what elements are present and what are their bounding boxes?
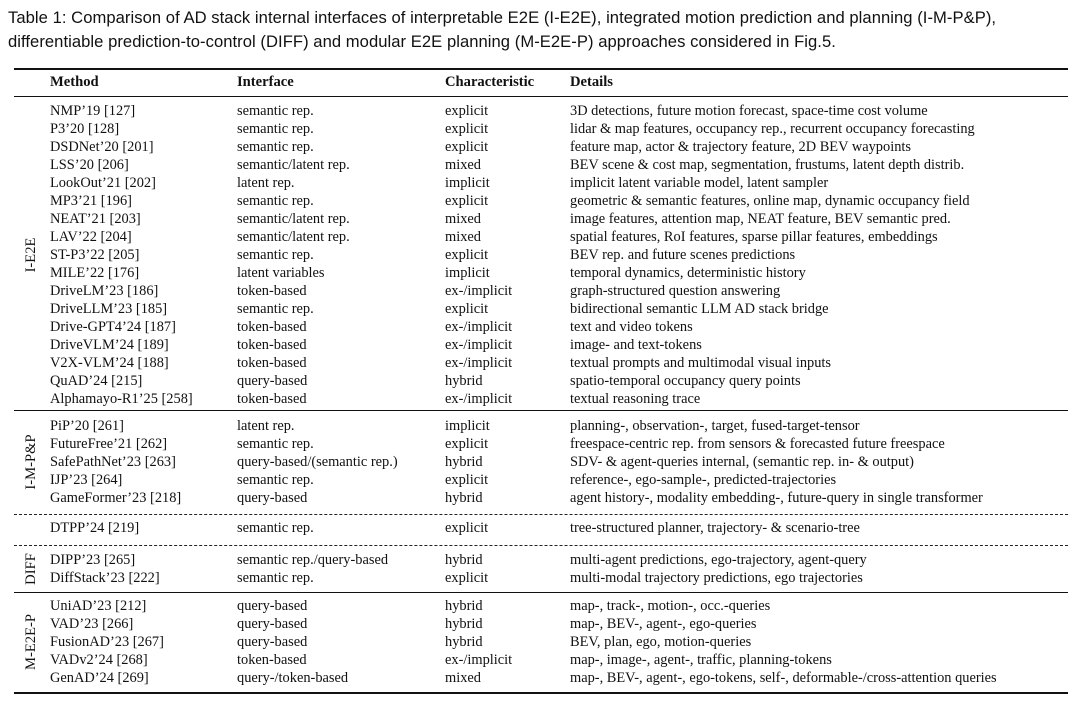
table-row xyxy=(0,435,1080,453)
cell-details: lidar & map features, occupancy rep., recurrent occupancy forecasting xyxy=(570,121,975,137)
cell-method: DiffStack’23 [222] xyxy=(50,570,160,586)
cell-characteristic: hybrid xyxy=(445,490,483,506)
cell-characteristic: explicit xyxy=(445,139,489,155)
cell-interface: token-based xyxy=(237,319,307,335)
cell-details: map-, image-, agent-, traffic, planning-tokens xyxy=(570,652,832,668)
cell-details: feature map, actor & trajectory feature, 2D BEV waypoints xyxy=(570,139,911,155)
group-label: DIFF xyxy=(23,553,39,585)
cell-method: SafePathNet’23 [263] xyxy=(50,454,176,470)
cell-method: DriveLLM’23 [185] xyxy=(50,301,168,317)
cell-details: graph-structured question answering xyxy=(570,283,781,299)
cell-method: Alphamayo-R1’25 [258] xyxy=(50,391,193,407)
cell-method: MILE’22 [176] xyxy=(50,265,140,281)
cell-characteristic: explicit xyxy=(445,520,489,536)
cell-details: geometric & semantic features, online map, dynamic occupancy field xyxy=(570,193,970,209)
cell-characteristic: ex-/implicit xyxy=(445,355,513,371)
cell-interface: semantic rep. xyxy=(237,121,314,137)
cell-interface: semantic/latent rep. xyxy=(237,229,350,245)
table-row xyxy=(0,282,1080,300)
cell-details: map-, BEV-, agent-, ego-tokens, self-, deformable-/cross-attention queries xyxy=(570,670,997,686)
cell-characteristic: hybrid xyxy=(445,373,483,389)
cell-interface: semantic/latent rep. xyxy=(237,157,350,173)
cell-characteristic: ex-/implicit xyxy=(445,283,513,299)
cell-details: reference-, ego-sample-, predicted-trajectories xyxy=(570,472,837,488)
cell-details: multi-agent predictions, ego-trajectory, agent-query xyxy=(570,552,867,568)
table-row xyxy=(0,102,1080,120)
cell-details: spatio-temporal occupancy query points xyxy=(570,373,801,389)
table-row xyxy=(0,551,1080,569)
cell-details: spatial features, RoI features, sparse pillar features, embeddings xyxy=(570,229,938,245)
cell-method: DIPP’23 [265] xyxy=(50,552,136,568)
cell-method: DTPP’24 [219] xyxy=(50,520,140,536)
cell-interface: semantic rep. xyxy=(237,193,314,209)
cell-details: multi-modal trajectory predictions, ego trajectories xyxy=(570,570,863,586)
cell-details: agent history-, modality embedding-, future-query in single transformer xyxy=(570,490,983,506)
header-characteristic: Characteristic xyxy=(445,74,535,90)
group-label: I-M-P&P xyxy=(23,434,39,490)
cell-interface: token-based xyxy=(237,652,307,668)
table-row xyxy=(0,174,1080,192)
table-row xyxy=(0,300,1080,318)
table-row xyxy=(0,569,1080,587)
cell-interface: semantic rep. xyxy=(237,570,314,586)
cell-characteristic: mixed xyxy=(445,157,481,173)
header-rule xyxy=(14,96,1068,97)
cell-characteristic: ex-/implicit xyxy=(445,337,513,353)
cell-interface: query-based xyxy=(237,598,308,614)
cell-interface: semantic rep. xyxy=(237,436,314,452)
table-row xyxy=(0,246,1080,264)
group-separator xyxy=(14,514,1068,515)
cell-interface: token-based xyxy=(237,283,307,299)
cell-characteristic: mixed xyxy=(445,670,481,686)
cell-characteristic: ex-/implicit xyxy=(445,652,513,668)
cell-characteristic: explicit xyxy=(445,570,489,586)
cell-characteristic: hybrid xyxy=(445,552,483,568)
cell-method: GameFormer’23 [218] xyxy=(50,490,182,506)
cell-method: DriveLM’23 [186] xyxy=(50,283,159,299)
cell-interface: semantic rep. xyxy=(237,139,314,155)
cell-interface: latent rep. xyxy=(237,175,295,191)
cell-characteristic: ex-/implicit xyxy=(445,391,513,407)
table-row xyxy=(0,597,1080,615)
cell-method: FutureFree’21 [262] xyxy=(50,436,168,452)
cell-details: BEV scene & cost map, segmentation, frustums, latent depth distrib. xyxy=(570,157,965,173)
table-row xyxy=(0,651,1080,669)
cell-details: BEV rep. and future scenes predictions xyxy=(570,247,796,263)
bottom-rule xyxy=(14,692,1068,694)
cell-characteristic: mixed xyxy=(445,229,481,245)
cell-method: IJP’23 [264] xyxy=(50,472,123,488)
table-row xyxy=(0,489,1080,507)
cell-characteristic: implicit xyxy=(445,265,490,281)
top-rule xyxy=(14,68,1068,70)
cell-characteristic: ex-/implicit xyxy=(445,319,513,335)
cell-details: implicit latent variable model, latent sampler xyxy=(570,175,829,191)
group-label: M-E2E-P xyxy=(23,614,39,670)
table-row xyxy=(0,336,1080,354)
cell-method: PiP’20 [261] xyxy=(50,418,124,434)
cell-interface: query-based xyxy=(237,616,308,632)
cell-method: NEAT’21 [203] xyxy=(50,211,141,227)
table-caption: Table 1: Comparison of AD stack internal interfaces of interpretable E2E (I-E2E), integrated motion prediction and planning (I-M-P&P), differentiable prediction-to-control (DIFF) and modular E2E planning (M-E2E-P) approaches considered in Fig.5. xyxy=(8,8,997,51)
cell-characteristic: explicit xyxy=(445,121,489,137)
cell-characteristic: explicit xyxy=(445,301,489,317)
table-row xyxy=(0,417,1080,435)
cell-method: DSDNet’20 [201] xyxy=(50,139,154,155)
cell-details: temporal dynamics, deterministic history xyxy=(570,265,806,281)
cell-details: map-, BEV-, agent-, ego-queries xyxy=(570,616,757,632)
cell-interface: semantic/latent rep. xyxy=(237,211,350,227)
cell-characteristic: hybrid xyxy=(445,598,483,614)
cell-characteristic: hybrid xyxy=(445,634,483,650)
cell-method: DriveVLM’24 [189] xyxy=(50,337,169,353)
header-details: Details xyxy=(570,74,613,90)
header-method: Method xyxy=(50,74,99,90)
cell-interface: token-based xyxy=(237,355,307,371)
table-row xyxy=(0,318,1080,336)
cell-details: freespace-centric rep. from sensors & forecasted future freespace xyxy=(570,436,945,452)
table-row xyxy=(0,354,1080,372)
table-row xyxy=(0,210,1080,228)
cell-method: FusionAD’23 [267] xyxy=(50,634,164,650)
cell-details: BEV, plan, ego, motion-queries xyxy=(570,634,752,650)
cell-details: image features, attention map, NEAT feature, BEV semantic pred. xyxy=(570,211,951,227)
table-row xyxy=(0,192,1080,210)
table-row xyxy=(0,633,1080,651)
cell-characteristic: explicit xyxy=(445,247,489,263)
cell-method: MP3’21 [196] xyxy=(50,193,132,209)
cell-interface: semantic rep. xyxy=(237,520,314,536)
cell-method: GenAD’24 [269] xyxy=(50,670,149,686)
table-row xyxy=(0,615,1080,633)
cell-details: bidirectional semantic LLM AD stack bridge xyxy=(570,301,829,317)
cell-method: ST-P3’22 [205] xyxy=(50,247,140,263)
group-separator xyxy=(14,545,1068,546)
cell-method: QuAD’24 [215] xyxy=(50,373,143,389)
cell-interface: token-based xyxy=(237,391,307,407)
cell-details: textual prompts and multimodal visual inputs xyxy=(570,355,832,371)
cell-interface: query-based xyxy=(237,634,308,650)
cell-method: VAD’23 [266] xyxy=(50,616,134,632)
table-row xyxy=(0,264,1080,282)
cell-details: tree-structured planner, trajectory- & scenario-tree xyxy=(570,520,860,536)
header-interface: Interface xyxy=(237,74,294,90)
table-row xyxy=(0,156,1080,174)
group-label: I-E2E xyxy=(23,237,39,273)
table-row xyxy=(0,471,1080,489)
table-row xyxy=(0,138,1080,156)
cell-interface: semantic rep. xyxy=(237,247,314,263)
cell-interface: query-based xyxy=(237,373,308,389)
cell-method: UniAD’23 [212] xyxy=(50,598,147,614)
cell-interface: query-/token-based xyxy=(237,670,349,686)
group-separator xyxy=(14,410,1068,411)
table-row xyxy=(0,669,1080,687)
cell-characteristic: mixed xyxy=(445,211,481,227)
cell-method: VADv2’24 [268] xyxy=(50,652,148,668)
cell-method: LAV’22 [204] xyxy=(50,229,132,245)
cell-interface: latent variables xyxy=(237,265,325,281)
cell-characteristic: explicit xyxy=(445,193,489,209)
cell-interface: query-based/(semantic rep.) xyxy=(237,454,398,470)
table-row xyxy=(0,120,1080,138)
cell-characteristic: implicit xyxy=(445,418,490,434)
cell-method: P3’20 [128] xyxy=(50,121,120,137)
cell-method: V2X-VLM’24 [188] xyxy=(50,355,169,371)
cell-method: LookOut’21 [202] xyxy=(50,175,156,191)
table-row xyxy=(0,390,1080,408)
cell-interface: token-based xyxy=(237,337,307,353)
cell-details: textual reasoning trace xyxy=(570,391,701,407)
cell-details: planning-, observation-, target, fused-target-tensor xyxy=(570,418,860,434)
cell-interface: query-based xyxy=(237,490,308,506)
cell-method: LSS’20 [206] xyxy=(50,157,129,173)
cell-interface: latent rep. xyxy=(237,418,295,434)
cell-details: text and video tokens xyxy=(570,319,693,335)
cell-characteristic: explicit xyxy=(445,103,489,119)
cell-interface: semantic rep./query-based xyxy=(237,552,389,568)
cell-method: Drive-GPT4’24 [187] xyxy=(50,319,176,335)
group-separator xyxy=(14,592,1068,593)
cell-method: NMP’19 [127] xyxy=(50,103,136,119)
cell-details: 3D detections, future motion forecast, space-time cost volume xyxy=(570,103,928,119)
cell-characteristic: hybrid xyxy=(445,616,483,632)
cell-details: map-, track-, motion-, occ.-queries xyxy=(570,598,771,614)
cell-interface: semantic rep. xyxy=(237,301,314,317)
table-row xyxy=(0,519,1080,537)
table-row xyxy=(0,453,1080,471)
cell-characteristic: explicit xyxy=(445,472,489,488)
cell-characteristic: explicit xyxy=(445,436,489,452)
table-row xyxy=(0,372,1080,390)
table-row xyxy=(0,228,1080,246)
cell-characteristic: hybrid xyxy=(445,454,483,470)
cell-details: SDV- & agent-queries internal, (semantic rep. in- & output) xyxy=(570,454,914,470)
cell-details: image- and text-tokens xyxy=(570,337,702,353)
cell-characteristic: implicit xyxy=(445,175,490,191)
cell-interface: semantic rep. xyxy=(237,103,314,119)
cell-interface: semantic rep. xyxy=(237,472,314,488)
